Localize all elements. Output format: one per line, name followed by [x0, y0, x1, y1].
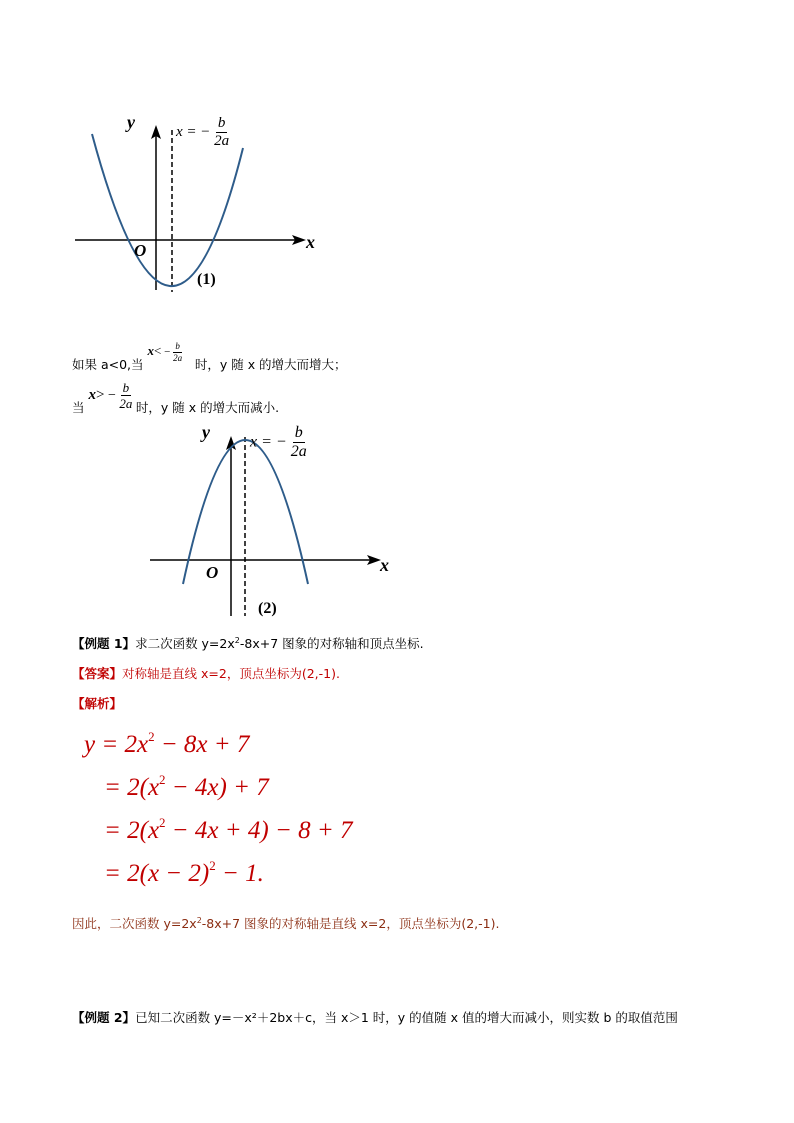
- line1-fraction: [173, 342, 182, 363]
- condition-line-1: [72, 340, 347, 373]
- graph2-frac-num: b: [294, 424, 303, 441]
- eq3-b: − 4x + 4) − 8 + 7: [165, 817, 353, 844]
- graph2-y-label: y: [202, 422, 210, 442]
- line1-condition: [147, 340, 185, 363]
- eq1-a: y = 2x: [84, 731, 149, 758]
- line1-cond-minus: −: [164, 346, 171, 358]
- conclusion-text-a: 因此，二次函数 y=2x: [72, 916, 197, 931]
- graph1-figure-label: (1): [197, 271, 216, 288]
- eq3-a: = 2(x: [104, 817, 160, 844]
- eq4-sup: 2: [209, 858, 216, 873]
- line1-frac-den: 2a: [173, 352, 183, 363]
- conclusion-text-b: -8x+7 图象的对称轴是直线 x=2，顶点坐标为(2,-1).: [201, 916, 500, 931]
- equation-line-3: [104, 817, 352, 845]
- example-1: [72, 634, 424, 652]
- graph2-axis-equation: [250, 425, 307, 460]
- graph2-axis-eq-text: x = −: [250, 433, 287, 451]
- graph1-frac-den: 2a: [214, 133, 230, 149]
- eq4-b: − 1.: [215, 860, 264, 887]
- conclusion-line: [72, 914, 499, 932]
- line2-fraction: [119, 381, 132, 410]
- line1-prefix: 如果 a<0,当: [72, 357, 144, 372]
- eq1-sup: 2: [148, 729, 155, 744]
- condition-line-2: [72, 381, 279, 415]
- line2-frac-den: 2a: [119, 396, 133, 411]
- line2-frac-num: b: [122, 380, 130, 395]
- equation-line-4: [104, 860, 264, 888]
- graph1-origin-label: O: [134, 241, 147, 260]
- line2-condition: [88, 380, 136, 411]
- line2-cond-minus: −: [107, 387, 116, 403]
- example1-sup: 2: [234, 635, 240, 645]
- example1-text-b: -8x+7 图象的对称轴和顶点坐标.: [239, 636, 424, 651]
- parabola-up: [92, 134, 243, 286]
- analysis-tag: 【解析】: [72, 696, 123, 711]
- example2-text: 已知二次函数 y=－x²＋2bx＋c，当 x＞1 时，y 的值随 x 值的增大而减小，则实数 b 的取值范围: [135, 1010, 678, 1025]
- eq3-sup: 2: [159, 815, 166, 830]
- graph1-axis-fraction: [214, 116, 229, 149]
- line2-prefix: 当: [72, 399, 85, 415]
- graph1-axis-eq-text: x = −: [176, 124, 211, 140]
- answer-tag: 【答案】: [72, 666, 123, 681]
- graph2-frac-den: 2a: [290, 443, 307, 460]
- graph1-x-label: x: [306, 232, 315, 252]
- line1-suffix: 时，y 随 x 的增大而增大；: [194, 357, 347, 372]
- equation-line-2: [104, 774, 269, 802]
- answer-text: 对称轴是直线 x=2，顶点坐标为(2,-1).: [122, 666, 340, 681]
- graph2-origin-label: O: [206, 563, 219, 582]
- eq4-a: = 2(x − 2): [104, 860, 210, 887]
- graph2-axis-fraction: [291, 425, 307, 460]
- example1-text-a: 求二次函数 y=2x: [135, 636, 235, 651]
- graph1-y-label: y: [127, 112, 135, 132]
- graph1-axis-equation: [176, 116, 229, 149]
- answer-line: [72, 664, 340, 682]
- eq2-b: − 4x) + 7: [165, 774, 269, 801]
- example1-tag: 【例题 1】: [72, 636, 136, 651]
- line2-cond-rel: >: [96, 386, 105, 403]
- line1-cond-rel: <: [154, 343, 162, 358]
- eq2-a: = 2(x: [104, 774, 160, 801]
- eq1-b: − 8x + 7: [154, 731, 250, 758]
- graph1-frac-num: b: [217, 115, 226, 131]
- line1-frac-num: b: [175, 340, 180, 351]
- line2-suffix: 时，y 随 x 的增大而减小.: [135, 399, 280, 415]
- conclusion-sup: 2: [196, 915, 202, 925]
- eq2-sup: 2: [159, 772, 166, 787]
- graph2-x-label: x: [380, 555, 389, 575]
- line2-cond-x: x: [88, 386, 96, 403]
- equation-line-1: [84, 731, 249, 759]
- example-2: [72, 1008, 678, 1026]
- example2-tag: 【例题 2】: [72, 1010, 136, 1025]
- line1-cond-x: x: [147, 343, 155, 358]
- graph2-figure-label: (2): [258, 600, 277, 617]
